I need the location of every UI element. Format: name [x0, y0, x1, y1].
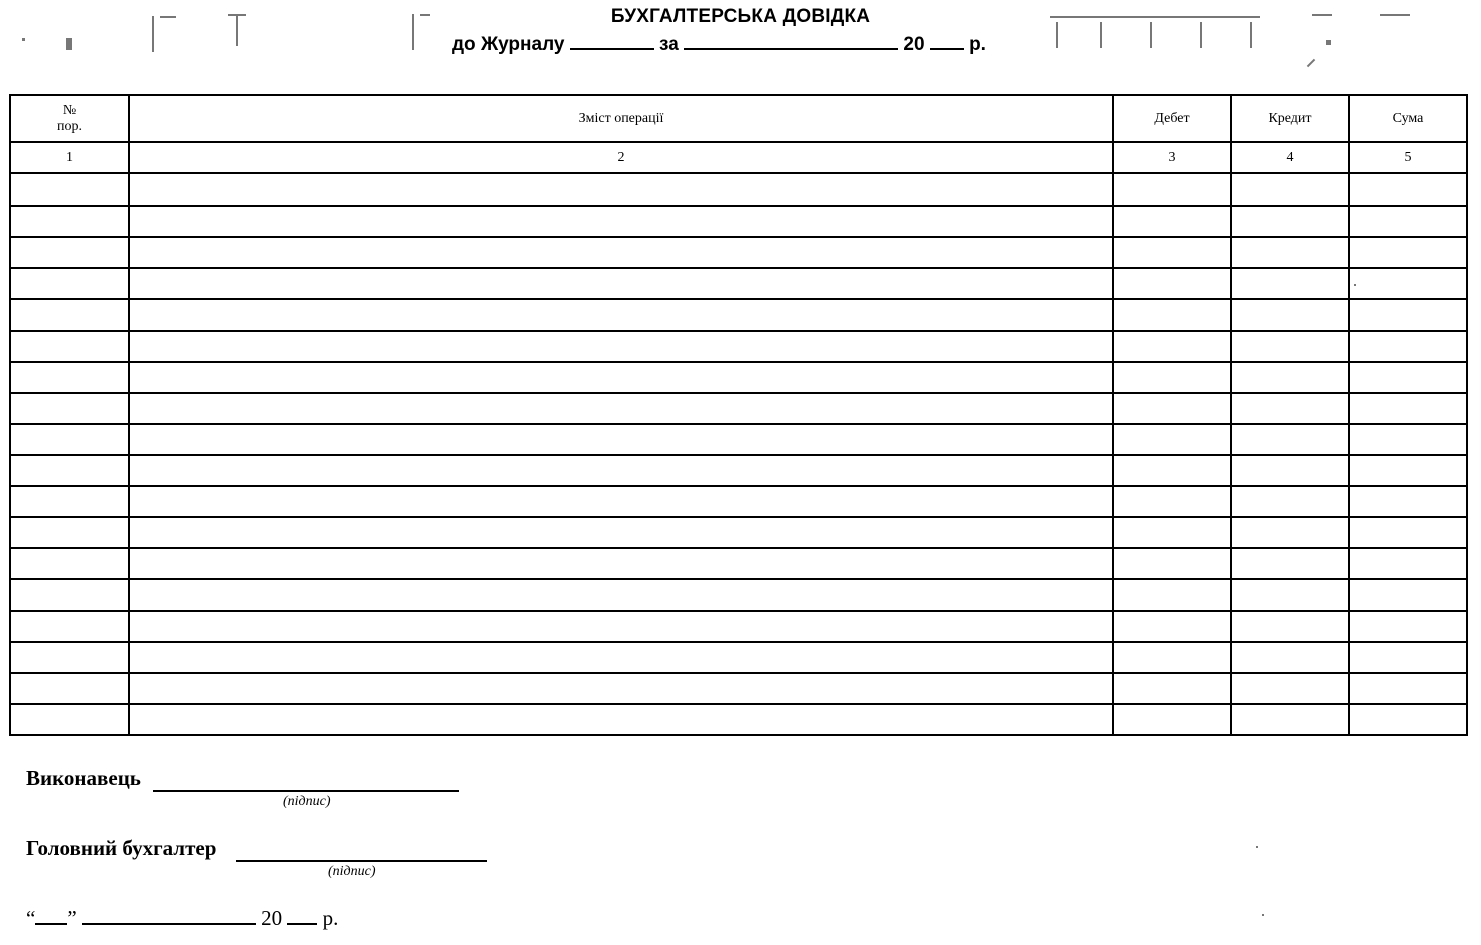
- table-row-divider: [11, 516, 1466, 518]
- date-close-quote: ”: [67, 906, 77, 930]
- executor-signature-line[interactable]: [153, 790, 459, 792]
- column-number-1: 1: [66, 149, 73, 165]
- table-row-divider: [11, 330, 1466, 332]
- column-header-debit: Дебет: [1154, 110, 1190, 126]
- date-month-blank[interactable]: [82, 907, 256, 925]
- column-header-description: Зміст операції: [578, 110, 664, 126]
- scan-noise-dot: [1262, 914, 1264, 916]
- date-day-blank[interactable]: [35, 907, 67, 925]
- table-row-divider: [11, 267, 1466, 269]
- column-divider: [1348, 96, 1350, 734]
- table-row-divider: [11, 236, 1466, 238]
- date-year-blank[interactable]: [287, 907, 317, 925]
- journal-for-word: за: [659, 34, 679, 55]
- table-row-divider: [11, 205, 1466, 207]
- journal-period-blank[interactable]: [684, 30, 898, 50]
- executor-label: Виконавець: [26, 766, 141, 790]
- column-number-4: 4: [1286, 149, 1294, 165]
- journal-year-blank[interactable]: [930, 30, 964, 50]
- operations-table: [9, 94, 1468, 736]
- column-header-number: № пор.: [57, 102, 82, 134]
- journal-prefix: до Журналу: [452, 34, 565, 55]
- chief-accountant-signature-hint: (підпис): [328, 864, 376, 879]
- date-line: [26, 906, 338, 931]
- column-number-3: 3: [1168, 149, 1176, 165]
- table-row-divider: [11, 703, 1466, 705]
- scan-noise-dot: [1256, 846, 1258, 848]
- column-number-5: 5: [1404, 149, 1412, 165]
- table-row-divider: [11, 641, 1466, 643]
- journal-year-suffix: р.: [969, 34, 986, 55]
- document-title: БУХГАЛТЕРСЬКА ДОВІДКА: [610, 6, 871, 27]
- table-row-divider: [11, 485, 1466, 487]
- scan-noise-dot: [1354, 284, 1356, 286]
- table-row-divider: [11, 392, 1466, 394]
- journal-number-blank[interactable]: [570, 30, 654, 50]
- chief-accountant-label: Головний бухгалтер: [26, 836, 217, 860]
- date-year-suffix: р.: [322, 906, 339, 930]
- table-row-divider: [11, 298, 1466, 300]
- table-row-divider: [11, 578, 1466, 580]
- table-row-divider: [11, 672, 1466, 674]
- table-row-divider: [11, 361, 1466, 363]
- column-header-credit: Кредит: [1268, 110, 1312, 126]
- column-divider: [1230, 96, 1232, 734]
- header-divider: [11, 172, 1466, 174]
- journal-year-prefix: 20: [903, 34, 925, 55]
- column-header-sum: Сума: [1392, 110, 1424, 126]
- executor-signature-hint: (підпис): [283, 794, 331, 809]
- chief-accountant-signature-line[interactable]: [236, 860, 487, 862]
- date-year-prefix: 20: [261, 906, 283, 930]
- journal-line: [452, 30, 986, 57]
- table-row-divider: [11, 610, 1466, 612]
- date-open-quote: “: [26, 906, 36, 930]
- table-row-divider: [11, 423, 1466, 425]
- column-divider: [128, 96, 130, 734]
- table-row-divider: [11, 547, 1466, 549]
- column-number-2: 2: [617, 149, 625, 165]
- column-divider: [1112, 96, 1114, 734]
- table-row-divider: [11, 454, 1466, 456]
